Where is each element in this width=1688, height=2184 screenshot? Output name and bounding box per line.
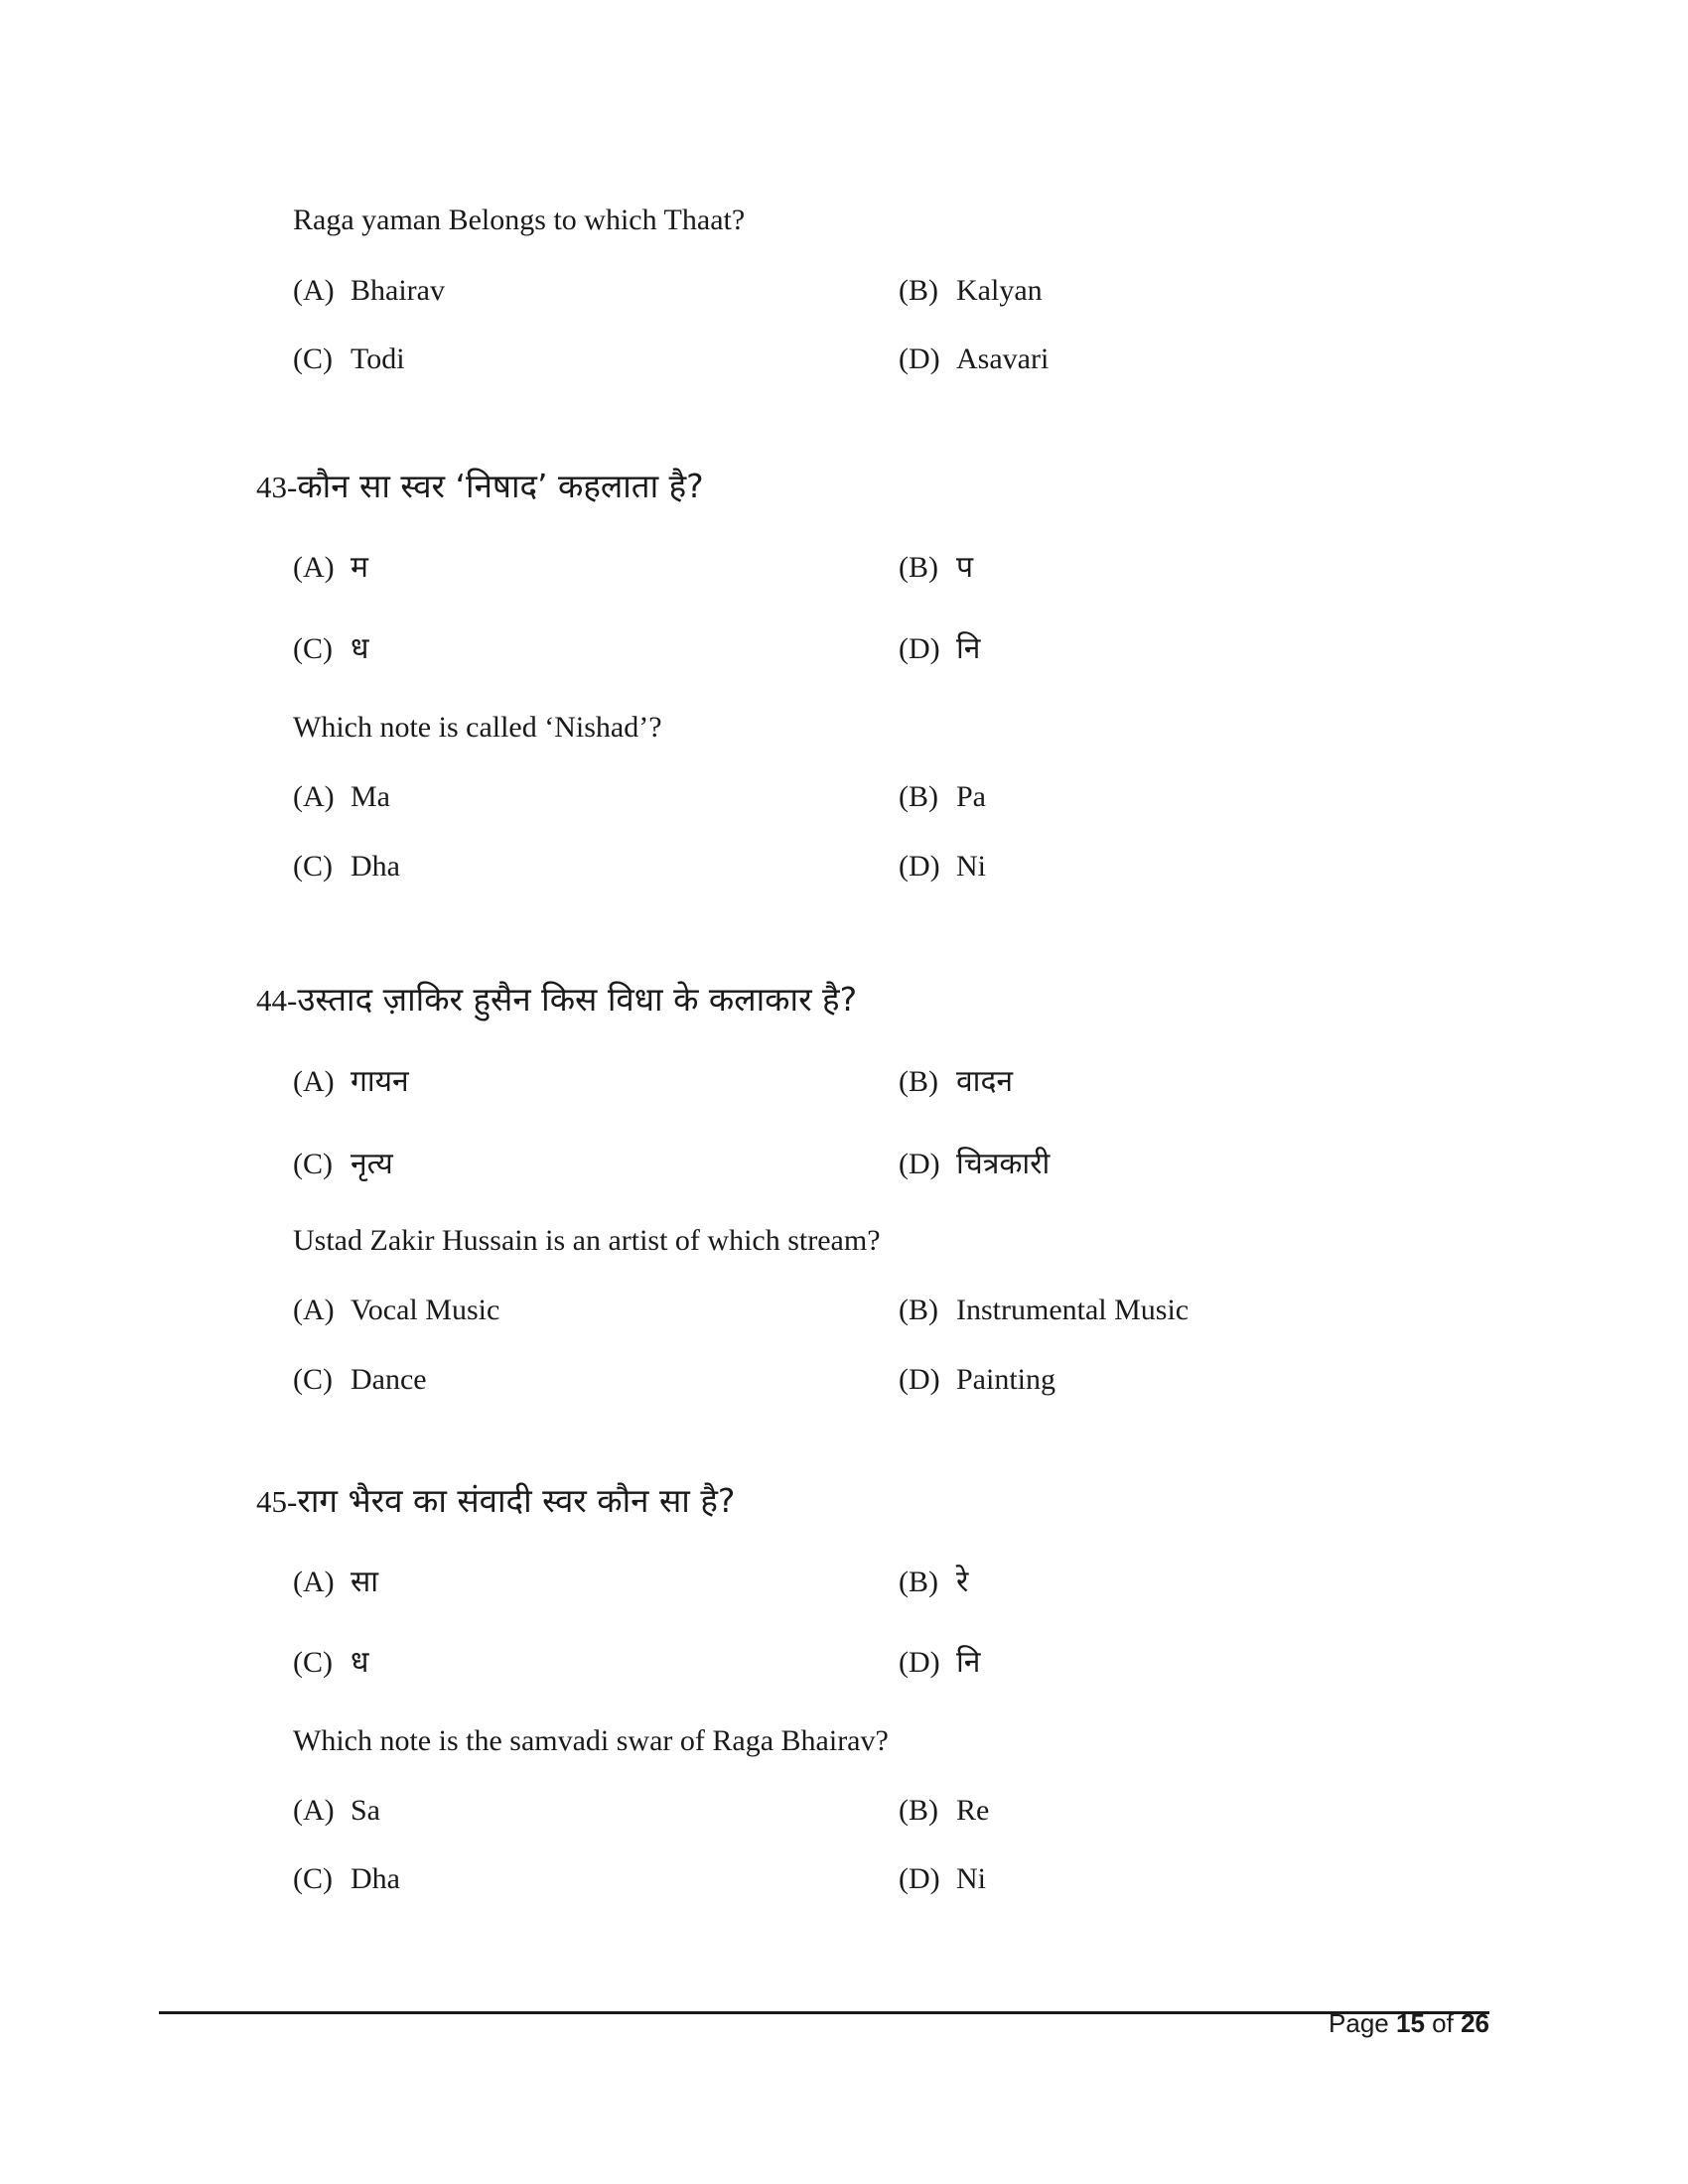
option-45-d-hindi: (D) नि [899, 1645, 981, 1680]
option-45-b-hindi: (B) रे [899, 1565, 969, 1599]
option-43-d-hindi: (D) नि [899, 631, 981, 666]
question-44-english: Ustad Zakir Hussain is an artist of which stream? [293, 1224, 881, 1257]
option-44-c-hindi: (C) नृत्य [293, 1147, 393, 1181]
option-45-a: (A) Sa [293, 1794, 380, 1827]
option-44-d: (D) Painting [899, 1363, 1056, 1396]
option-42-b: (B) Kalyan [899, 274, 1043, 307]
option-43-a: (A) Ma [293, 780, 390, 813]
question-42-english: Raga yaman Belongs to which Thaat? [293, 204, 746, 236]
option-42-c: (C) Todi [293, 342, 405, 375]
footer-divider [159, 2011, 1489, 2014]
option-43-d: (D) Ni [899, 850, 986, 883]
page-number: Page 15 of 26 [1329, 2008, 1489, 2038]
option-44-c: (C) Dance [293, 1363, 427, 1396]
option-43-b-hindi: (B) प [899, 550, 974, 585]
option-42-a: (A) Bhairav [293, 274, 445, 307]
option-45-a-hindi: (A) सा [293, 1565, 379, 1599]
question-43-hindi: 43-कौन सा स्वर ‘निषाद’ कहलाता है? [256, 467, 704, 505]
option-45-d: (D) Ni [899, 1862, 986, 1895]
question-45-english: Which note is the samvadi swar of Raga Bhairav? [293, 1724, 889, 1757]
option-43-c-hindi: (C) ध [293, 631, 369, 666]
option-45-c: (C) Dha [293, 1862, 400, 1895]
option-44-d-hindi: (D) चित्रकारी [899, 1147, 1051, 1181]
option-43-a-hindi: (A) म [293, 550, 368, 585]
option-44-b: (B) Instrumental Music [899, 1294, 1190, 1326]
question-44-hindi: 44-उस्ताद ज़ाकिर हुसैन किस विधा के कलाकार है? [256, 980, 858, 1019]
option-43-c: (C) Dha [293, 850, 400, 883]
option-42-d: (D) Asavari [899, 342, 1050, 375]
question-43-english: Which note is called ‘Nishad’? [293, 711, 662, 744]
question-45-hindi: 45-राग भैरव का संवादी स्वर कौन सा है? [256, 1481, 736, 1520]
option-44-b-hindi: (B) वादन [899, 1064, 1014, 1099]
option-44-a-hindi: (A) गायन [293, 1064, 409, 1099]
option-43-b: (B) Pa [899, 780, 986, 813]
option-45-b: (B) Re [899, 1794, 990, 1827]
option-44-a: (A) Vocal Music [293, 1294, 500, 1326]
option-45-c-hindi: (C) ध [293, 1645, 369, 1680]
